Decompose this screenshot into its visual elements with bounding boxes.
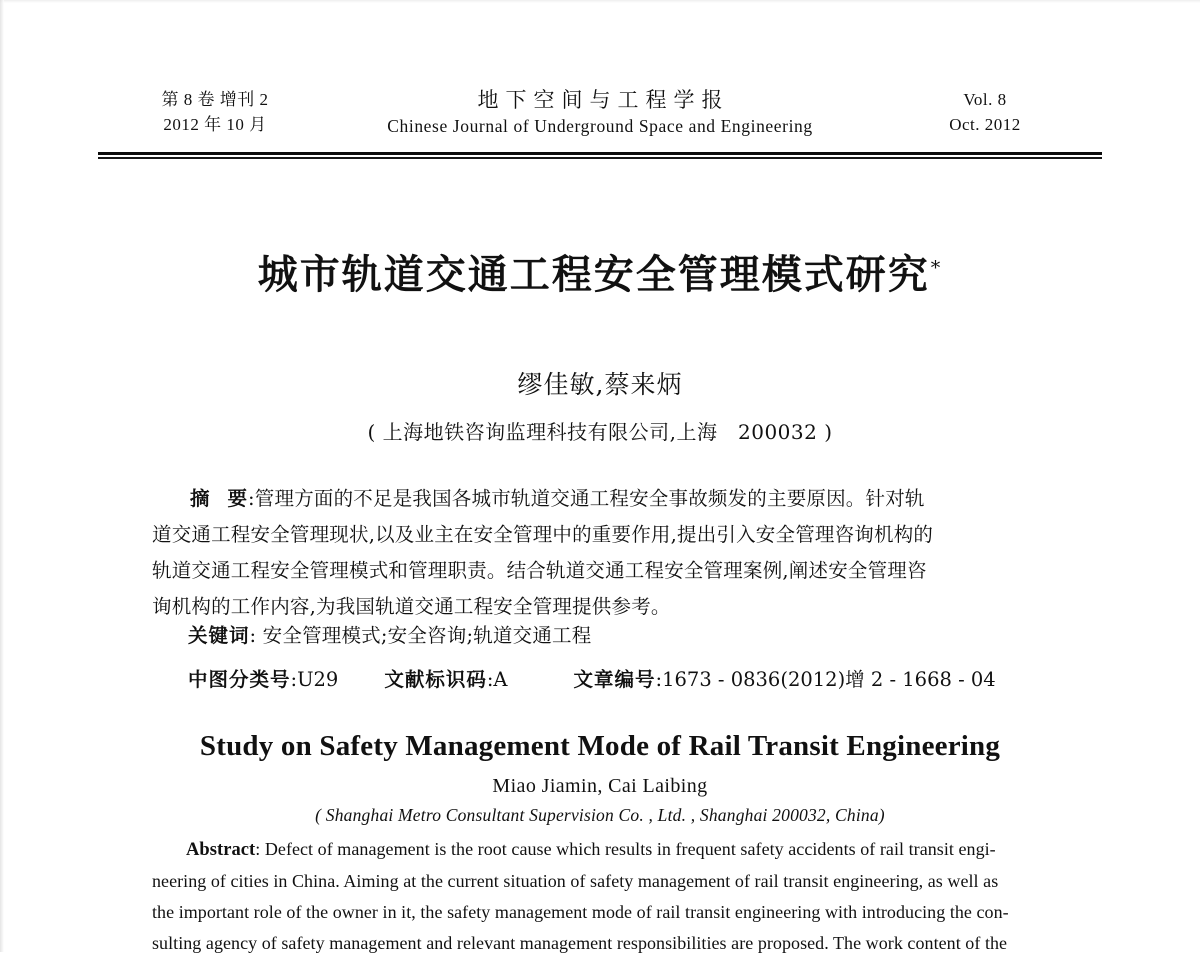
abstract-cn-label: 摘 bbox=[190, 487, 211, 510]
keywords-cn-value: : 安全管理模式;安全咨询;轨道交通工程 bbox=[249, 624, 592, 647]
authors-en: Miao Jiamin, Cai Laibing bbox=[492, 775, 708, 797]
abstract-cn-line: 轨道交通工程安全管理模式和管理职责。结合轨道交通工程安全管理案例,阐述安全管理咨 bbox=[152, 559, 927, 582]
document-code-value: :A bbox=[486, 668, 508, 691]
article-number-value: :1673 - 0836(2012)增 2 - 1668 - 04 bbox=[655, 668, 996, 691]
clc-number bbox=[188, 664, 338, 692]
issue-date-cn-text: 2012 年 10 月 bbox=[163, 114, 267, 134]
issue-date-en-text: Oct. 2012 bbox=[949, 114, 1021, 134]
abstract-cn-line: 询机构的工作内容,为我国轨道交通工程安全管理提供参考。 bbox=[152, 595, 671, 618]
abstract-en-label: Abstract bbox=[186, 840, 256, 860]
clc-label: 中图分类号 bbox=[188, 668, 291, 691]
article-title-cn-text: 城市轨道交通工程安全管理模式研究 bbox=[257, 251, 930, 298]
abstract-cn-line-1: :管理方面的不足是我国各城市轨道交通工程安全事故频发的主要原因。针对轨 bbox=[248, 487, 925, 510]
abstract-cn-label2: 要 bbox=[227, 487, 249, 510]
journal-title-cn: 地下空间与工程学报 bbox=[477, 88, 730, 112]
header-rule bbox=[98, 152, 1102, 159]
abstract-cn-line bbox=[152, 481, 1052, 517]
document-code bbox=[384, 664, 507, 692]
abstract-cn-line: 道交通工程安全管理现状,以及业主在安全管理中的重要作用,提出引入安全管理咨询机构的 bbox=[152, 523, 934, 546]
running-head-right bbox=[870, 88, 1100, 137]
running-head-center bbox=[387, 86, 813, 138]
scan-edge-top bbox=[0, 0, 1200, 3]
volume-en-text: Vol. 8 bbox=[963, 90, 1007, 109]
document-code-label: 文献标识码 bbox=[384, 668, 487, 691]
abstract-en-line-1: : Defect of management is the root cause which results in frequent safety accidents of rail transit engi- bbox=[255, 839, 996, 859]
article-number-label: 文章编号 bbox=[573, 668, 656, 691]
header-rule-thin bbox=[98, 157, 1102, 159]
keywords-cn-label: 关键词 bbox=[188, 624, 250, 647]
classification-line bbox=[188, 664, 1058, 692]
article-title-en: Study on Safety Management Mode of Rail Transit Engineering bbox=[199, 730, 1001, 762]
journal-title-en: Chinese Journal of Underground Space and Engineering bbox=[387, 116, 813, 137]
running-head bbox=[100, 88, 1100, 150]
abstract-en-line bbox=[152, 834, 1062, 866]
abstract-cn bbox=[152, 481, 1052, 625]
affiliation-en: ( Shanghai Metro Consultant Supervision Co. , Ltd. , Shanghai 200032, China) bbox=[315, 805, 885, 825]
authors-cn: 缪佳敏,蔡来炳 bbox=[517, 370, 683, 399]
abstract-en-line: sulting agency of safety management and relevant management responsibilities are proposed. The work content of the bbox=[152, 933, 1008, 953]
abstract-en-line: the important role of the owner in it, the safety management mode of rail transit engineering with introducing the con- bbox=[152, 902, 1009, 922]
clc-value: :U29 bbox=[290, 668, 339, 691]
volume-issue-text: 第 8 卷 增刊 2 bbox=[161, 90, 269, 109]
article-title-cn bbox=[0, 243, 1200, 300]
article-number bbox=[574, 664, 996, 692]
keywords-cn bbox=[188, 620, 591, 648]
abstract-en-line: neering of cities in China. Aiming at the current situation of safety management of rail transit engineering, as well as bbox=[152, 871, 999, 891]
abstract-en bbox=[152, 834, 1062, 959]
affiliation-cn: ( 上海地铁咨询监理科技有限公司,上海 200032 ) bbox=[367, 420, 833, 444]
title-footnote-marker: * bbox=[930, 256, 943, 279]
running-head-left bbox=[100, 88, 330, 137]
